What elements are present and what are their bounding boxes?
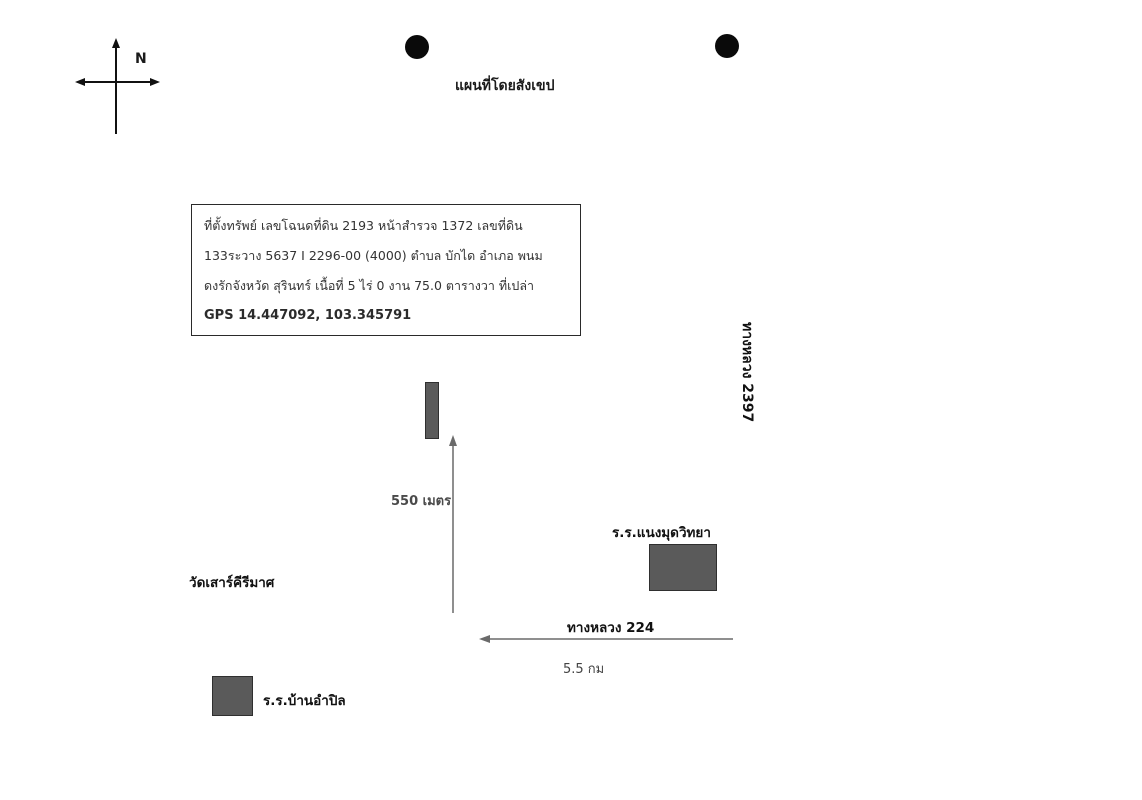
highway-2397-label: ทางหลวง 2397 <box>739 322 755 423</box>
distance-550m-label: 550 เมตร <box>391 494 452 509</box>
compass-north-label: N <box>135 51 147 67</box>
info-line-2: 133ระวาง 5637 I 2296-00 (4000) ตำบล บักได อำเภอ พนม <box>204 248 543 263</box>
map-title: แผนที่โดยสังเขป <box>455 78 555 94</box>
temple-label: วัดเสาร์คีรีมาศ <box>189 575 275 591</box>
info-line-1: ที่ตั้งทรัพย์ เลขโฉนดที่ดิน 2193 หน้าสำรวจ 1372 เลขที่ดิน <box>204 218 523 233</box>
gps-coordinates: GPS 14.447092, 103.345791 <box>204 308 412 323</box>
school-ampil-label: ร.ร.บ้านอำปิล <box>263 693 346 709</box>
highway-224-arrowhead <box>479 635 490 643</box>
route-550m-arrowhead <box>449 435 457 446</box>
info-line-3: ดงรักจังหวัด สุรินทร์ เนื้อที่ 5 ไร่ 0 งาน 75.0 ตารางวา ที่เปล่า <box>204 278 535 293</box>
highway-224-label: ทางหลวง 224 <box>567 620 655 636</box>
school-naengmud-marker <box>649 544 717 591</box>
school-naengmud-label: ร.ร.แนงมุดวิทยา <box>612 525 711 541</box>
school-ampil-marker <box>212 676 253 716</box>
distance-5-5km-label: 5.5 กม <box>563 662 605 677</box>
